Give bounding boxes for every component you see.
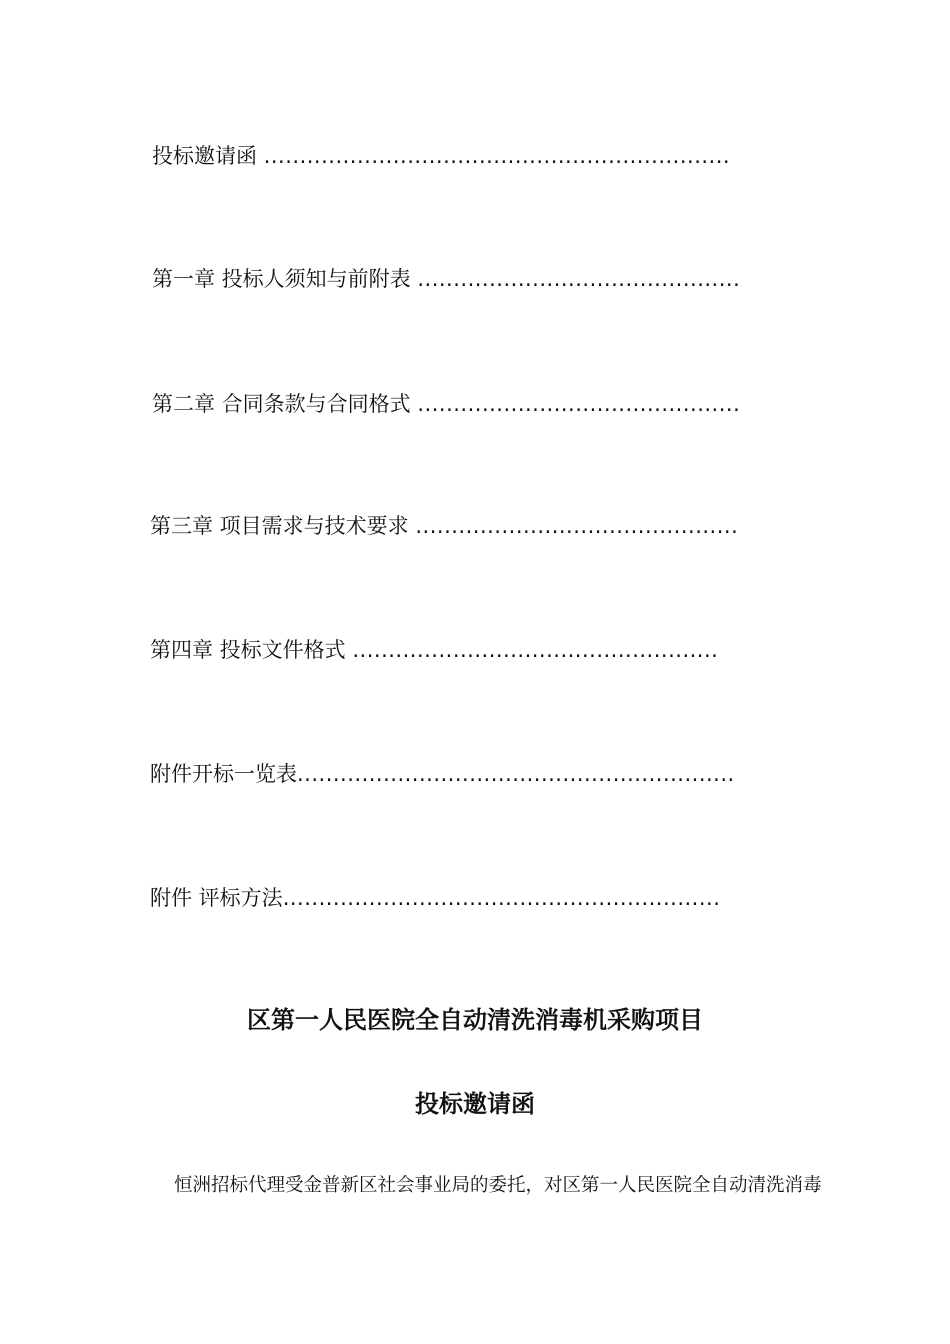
body-paragraph: 恒洲招标代理受金普新区社会事业局的委托，对区第一人民医院全自动清洗消毒	[174, 1175, 822, 1196]
toc-item-label: 第二章 合同条款与合同格式	[152, 392, 411, 416]
document-title: 区第一人民医院全自动清洗消毒机采购项目	[247, 1006, 703, 1034]
toc-item-label: 第三章 项目需求与技术要求	[150, 514, 409, 538]
toc-item-chapter-4	[150, 636, 718, 664]
toc-item-leader-dots: ...................................................	[352, 638, 719, 662]
toc-item-leader-dots: .............................................	[417, 267, 741, 291]
toc-item-label: 投标邀请函	[152, 144, 257, 168]
toc-item-chapter-3	[150, 512, 738, 540]
toc-item-appendix-bid-summary	[150, 760, 735, 788]
toc-item-leader-dots: .............................................	[415, 514, 739, 538]
document-subtitle: 投标邀请函	[415, 1090, 535, 1118]
toc-item-chapter-2	[152, 390, 740, 418]
toc-item-label: 附件 评标方法	[150, 886, 283, 910]
toc-item-label: 第一章 投标人须知与前附表	[152, 267, 418, 291]
toc-item-label: 第四章 投标文件格式	[150, 638, 346, 662]
toc-item-appendix-evaluation	[150, 884, 720, 912]
toc-item-leader-dots: .................................................................	[263, 144, 731, 168]
toc-item-chapter-1	[152, 265, 740, 293]
toc-item-leader-dots: .............................................................	[282, 886, 721, 910]
toc-item-label: 附件开标一览表	[150, 762, 297, 786]
toc-item-leader-dots: .............................................................	[297, 762, 735, 786]
toc-item-invitation	[152, 142, 730, 170]
toc-item-leader-dots: .............................................	[417, 392, 741, 416]
